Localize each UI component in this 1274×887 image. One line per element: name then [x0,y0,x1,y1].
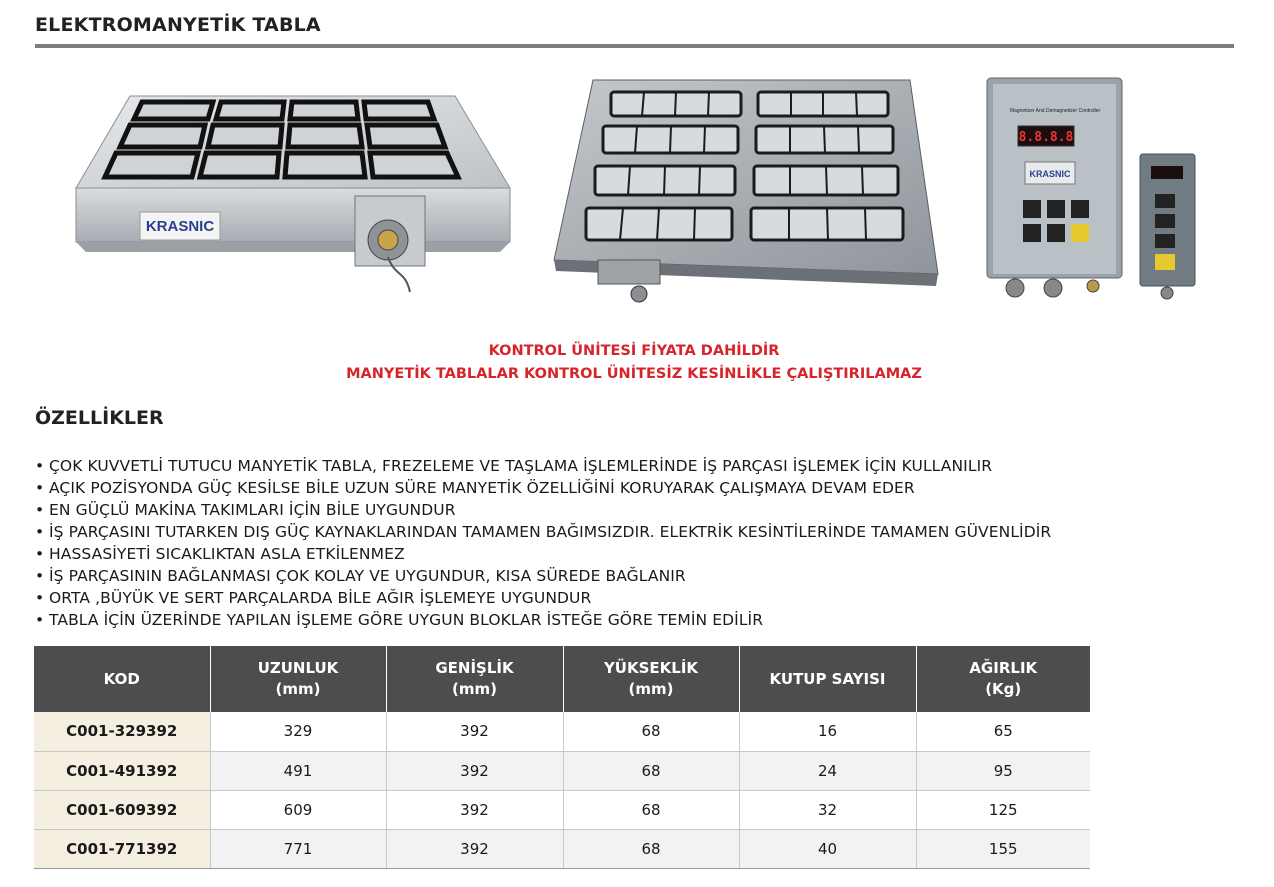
cell-kutup-sayisi: 24 [739,751,916,790]
product-image-small-table [70,92,520,302]
cell-yukseklik: 68 [563,712,739,751]
feature-item: • İŞ PARÇASINI TUTARKEN DIŞ GÜÇ KAYNAKLARINDAN TAMAMEN BAĞIMSIZDIR. ELEKTRİK KESİNTİLERİNDE TAMAMEN GÜVENLİDİR [35,523,1052,541]
title-divider [35,44,1234,48]
feature-item: • ORTA ,BÜYÜK VE SERT PARÇALARDA BİLE AĞIR İŞLEMEYE UYGUNDUR [35,589,592,607]
feature-item: • ÇOK KUVVETLİ TUTUCU MANYETİK TABLA, FREZELEME VE TAŞLAMA İŞLEMLERİNDE İŞ PARÇASI İŞLEMEK İÇİN KULLANILIR [35,457,993,475]
page-title: ELEKTROMANYETİK TABLA [35,14,321,36]
cell-agirlik: 95 [916,751,1090,790]
svg-text:8.8.8.8: 8.8.8.8 [1018,130,1074,145]
product-image-controllers [985,76,1200,308]
feature-item: • TABLA İÇİN ÜZERİNDE YAPILAN İŞLEME GÖRE UYGUN BLOKLAR İSTEĞE GÖRE TEMİN EDİLİR [35,611,764,629]
controller-panel-text: Magnetizer And Demagnetizer Controller [1009,108,1101,114]
header-agirlik: AĞIRLIK (Kg) [916,646,1090,712]
feature-item: • EN GÜÇLÜ MAKİNA TAKIMLARI İÇİN BİLE UYGUNDUR [35,501,456,519]
cell-uzunluk: 771 [210,829,386,868]
cell-kutup-sayisi: 16 [739,712,916,751]
feature-item: • HASSASİYETİ SICAKLIKTAN ASLA ETKİLENMEZ [35,545,405,563]
cell-uzunluk: 329 [210,712,386,751]
cell-yukseklik: 68 [563,790,739,829]
table-row [34,790,1090,829]
cell-yukseklik: 68 [563,751,739,790]
cell-agirlik: 125 [916,790,1090,829]
cell-kutup-sayisi: 40 [739,829,916,868]
header-uzunluk: UZUNLUK (mm) [210,646,386,712]
header-genislik: GENİŞLİK (mm) [386,646,563,712]
features-list [35,455,1051,631]
notice-control-unit-included: KONTROL ÜNİTESİ FİYATA DAHİLDİR [488,343,780,359]
cell-kod: C001-771392 [34,829,210,868]
cell-kod: C001-609392 [34,790,210,829]
cell-kutup-sayisi: 32 [739,790,916,829]
cell-genislik: 392 [386,712,563,751]
header-kutup-sayisi: KUTUP SAYISI [739,646,916,712]
header-kod: KOD [34,646,210,712]
cell-kod: C001-491392 [34,751,210,790]
notice-control-unit-required: MANYETİK TABLALAR KONTROL ÜNİTESİZ KESİNLİKLE ÇALIŞTIRILAMAZ [346,366,922,382]
cell-genislik: 392 [386,790,563,829]
features-title: ÖZELLİKLER [35,407,164,429]
product-image-large-table [548,74,943,304]
table-row [34,751,1090,790]
header-yukseklik: YÜKSEKLİK (mm) [563,646,739,712]
cell-genislik: 392 [386,829,563,868]
cell-kod: C001-329392 [34,712,210,751]
brand-logo-text: KRASNIC [145,218,215,235]
svg-text:KRASNIC: KRASNIC [1029,169,1071,179]
cell-yukseklik: 68 [563,829,739,868]
table-header-row [34,646,1090,712]
cell-genislik: 392 [386,751,563,790]
cell-uzunluk: 609 [210,790,386,829]
spec-table [34,646,1090,869]
feature-item: • AÇIK POZİSYONDA GÜÇ KESİLSE BİLE UZUN SÜRE MANYETİK ÖZELLİĞİNİ KORUYARAK ÇALIŞMAYA DEVAM EDER [35,479,915,497]
cell-agirlik: 155 [916,829,1090,868]
table-row [34,712,1090,751]
cell-agirlik: 65 [916,712,1090,751]
table-row [34,829,1090,868]
feature-item: • İŞ PARÇASININ BAĞLANMASI ÇOK KOLAY VE UYGUNDUR, KISA SÜREDE BAĞLANIR [35,567,686,585]
cell-uzunluk: 491 [210,751,386,790]
